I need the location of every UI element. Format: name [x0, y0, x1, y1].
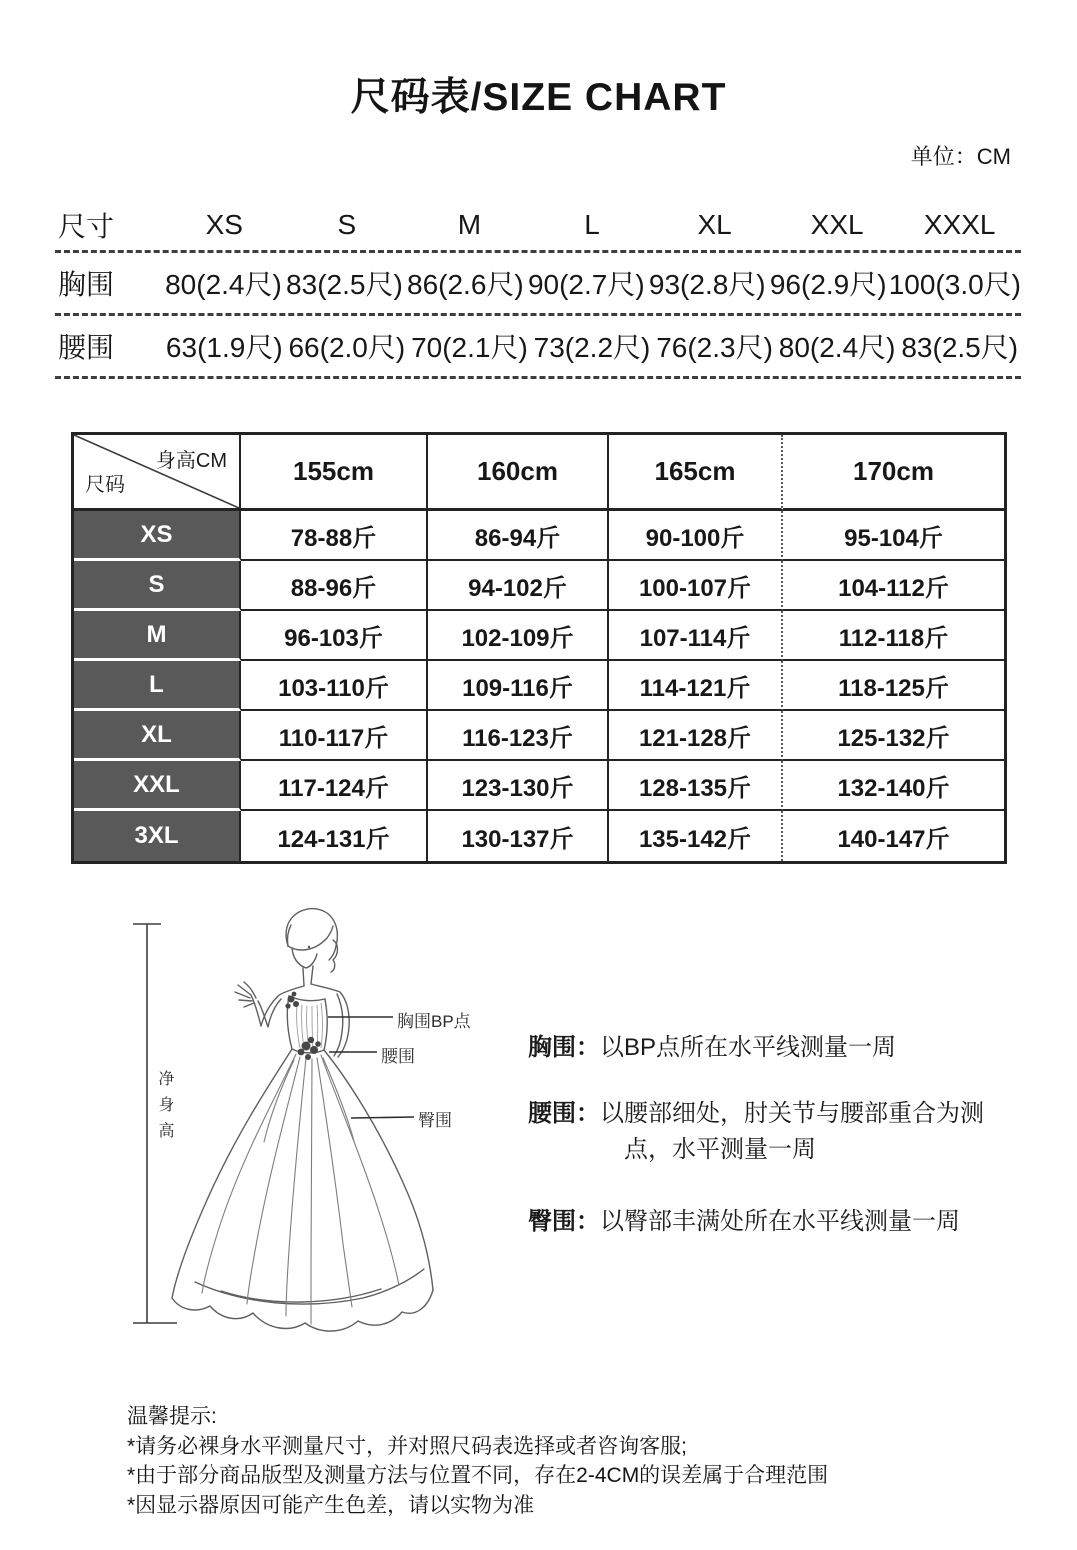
bust-bp-annotation: 胸围BP点 [397, 1012, 471, 1031]
weight-cell: 102-109斤 [428, 611, 609, 661]
unit-label: 单位：CM [910, 144, 1011, 169]
weight-cell: 128-135斤 [609, 761, 783, 811]
weight-cell: 135-142斤 [609, 811, 783, 861]
weight-cell: 121-128斤 [609, 711, 783, 761]
weight-cell: 96-103斤 [241, 611, 428, 661]
waist-instruction-text [600, 1096, 984, 1168]
bust-row-label: 胸围 [58, 269, 115, 300]
size-col-s: S [337, 209, 357, 240]
dress-diagram [125, 900, 515, 1400]
waist-instruction-line2: 点，水平测量一周 [624, 1136, 816, 1163]
size-col-m: M [457, 209, 482, 240]
weight-cell: 125-132斤 [783, 711, 1004, 761]
waist-value: 63(1.9尺) [165, 332, 283, 363]
waist-value: 73(2.2尺) [533, 332, 651, 363]
waist-value: 70(2.1尺) [411, 332, 528, 363]
weight-cell: 94-102斤 [428, 561, 609, 611]
weight-cell: 130-137斤 [428, 811, 609, 861]
size-table [55, 200, 1021, 379]
bust-instruction-text: 以BP点所在水平线测量一周 [600, 1034, 897, 1061]
size-cell-xs: XS [74, 511, 241, 561]
hip-annotation: 臀围 [418, 1111, 452, 1130]
size-cell-s: S [74, 561, 241, 611]
weight-cell: 114-121斤 [609, 661, 783, 711]
note-line: *请务必裸身水平测量尺寸，并对照尺码表选择或者咨询客服; [127, 1434, 688, 1458]
measurement-instructions [528, 1030, 1008, 1240]
height-column-header: 160cm [428, 435, 609, 511]
waist-row [55, 316, 1021, 379]
waist-value: 76(2.3尺) [656, 332, 773, 363]
height-column-header: 155cm [241, 435, 428, 511]
size-col-xxl: XXL [810, 209, 864, 240]
weight-cell: 88-96斤 [241, 561, 428, 611]
weight-cell: 95-104斤 [783, 511, 1004, 561]
weight-cell: 140-147斤 [837, 825, 950, 853]
hip-instruction-text: 以臀部丰满处所在水平线测量一周 [600, 1208, 960, 1235]
corner-size-label: 尺码 [85, 474, 125, 496]
waist-value: 66(2.0尺) [288, 332, 406, 363]
bust-value: 96(2.9尺) [769, 269, 887, 300]
size-cell-xl: XL [74, 711, 241, 761]
bust-value: 83(2.5尺) [286, 269, 403, 300]
page-title: 尺码表/SIZE CHART [350, 76, 727, 119]
weight-cell: 109-116斤 [428, 661, 609, 711]
dress-sketch-illustration [125, 900, 515, 1400]
notes-block [127, 1402, 828, 1520]
weight-cell: 107-114斤 [609, 611, 783, 661]
size-cell-l: L [74, 661, 241, 711]
bust-value: 93(2.8尺) [648, 269, 766, 300]
waist-value: 80(2.4尺) [778, 332, 896, 363]
waist-instruction-label: 腰围： [528, 1100, 600, 1127]
waist-value: 83(2.5尺) [901, 332, 1019, 363]
bust-instruction-label: 胸围： [528, 1034, 600, 1061]
weight-cell: 123-130斤 [428, 761, 609, 811]
weight-table [71, 432, 1007, 864]
size-col-xxxl: XXXL [923, 209, 996, 240]
weight-cell: 124-131斤 [241, 811, 428, 861]
waist-instruction-line1: 以腰部细处，肘关节与腰部重合为测 [600, 1100, 984, 1127]
bust-row [55, 253, 1021, 316]
weight-cell: 117-124斤 [241, 761, 428, 811]
hip-instruction [528, 1204, 1008, 1240]
size-col-l: L [584, 209, 600, 240]
hip-instruction-label: 臀围： [528, 1208, 600, 1235]
weight-cell: 118-125斤 [783, 661, 1004, 711]
weight-cell: 103-110斤 [241, 661, 428, 711]
size-table-corner-label: 尺寸 [58, 211, 115, 242]
notes-title: 温馨提示: [127, 1405, 217, 1428]
height-column-header: 165cm [609, 435, 783, 511]
size-cell-m: M [74, 611, 241, 661]
weight-cell: 86-94斤 [428, 511, 609, 561]
waist-row-label: 腰围 [58, 332, 115, 363]
weight-cell: 110-117斤 [241, 711, 428, 761]
weight-cell: 78-88斤 [241, 511, 428, 561]
weight-cell: 90-100斤 [609, 511, 783, 561]
bust-value: 100(3.0尺) [888, 269, 1021, 300]
bust-value: 80(2.4尺) [165, 269, 282, 300]
size-cell-3xl: 3XL [74, 811, 241, 861]
size-table-header-row [55, 200, 1021, 253]
size-col-xs: XS [205, 209, 243, 240]
note-line: *因显示器原因可能产生色差，请以实物为准 [127, 1493, 535, 1517]
waist-annotation: 腰围 [381, 1047, 415, 1066]
size-col-xl: XL [697, 209, 732, 240]
bust-value: 90(2.7尺) [527, 269, 645, 300]
bust-value: 86(2.6尺) [407, 269, 524, 300]
weight-cell: 116-123斤 [428, 711, 609, 761]
size-cell-xxl: XXL [74, 761, 241, 811]
weight-table-corner-cell [74, 435, 241, 511]
weight-cell: 100-107斤 [609, 561, 783, 611]
weight-cell: 112-118斤 [783, 611, 1004, 661]
corner-height-label: 身高CM [155, 450, 227, 472]
note-line: *由于部分商品版型及测量方法与位置不同，存在2-4CM的误差属于合理范围 [127, 1464, 829, 1487]
bust-instruction [528, 1030, 1008, 1066]
height-measure-label: 净身高 [156, 1070, 173, 1148]
weight-cell: 132-140斤 [783, 761, 1004, 811]
height-column-header: 170cm [783, 435, 1004, 511]
waist-instruction [528, 1096, 1008, 1168]
weight-cell: 104-112斤 [783, 561, 1004, 611]
